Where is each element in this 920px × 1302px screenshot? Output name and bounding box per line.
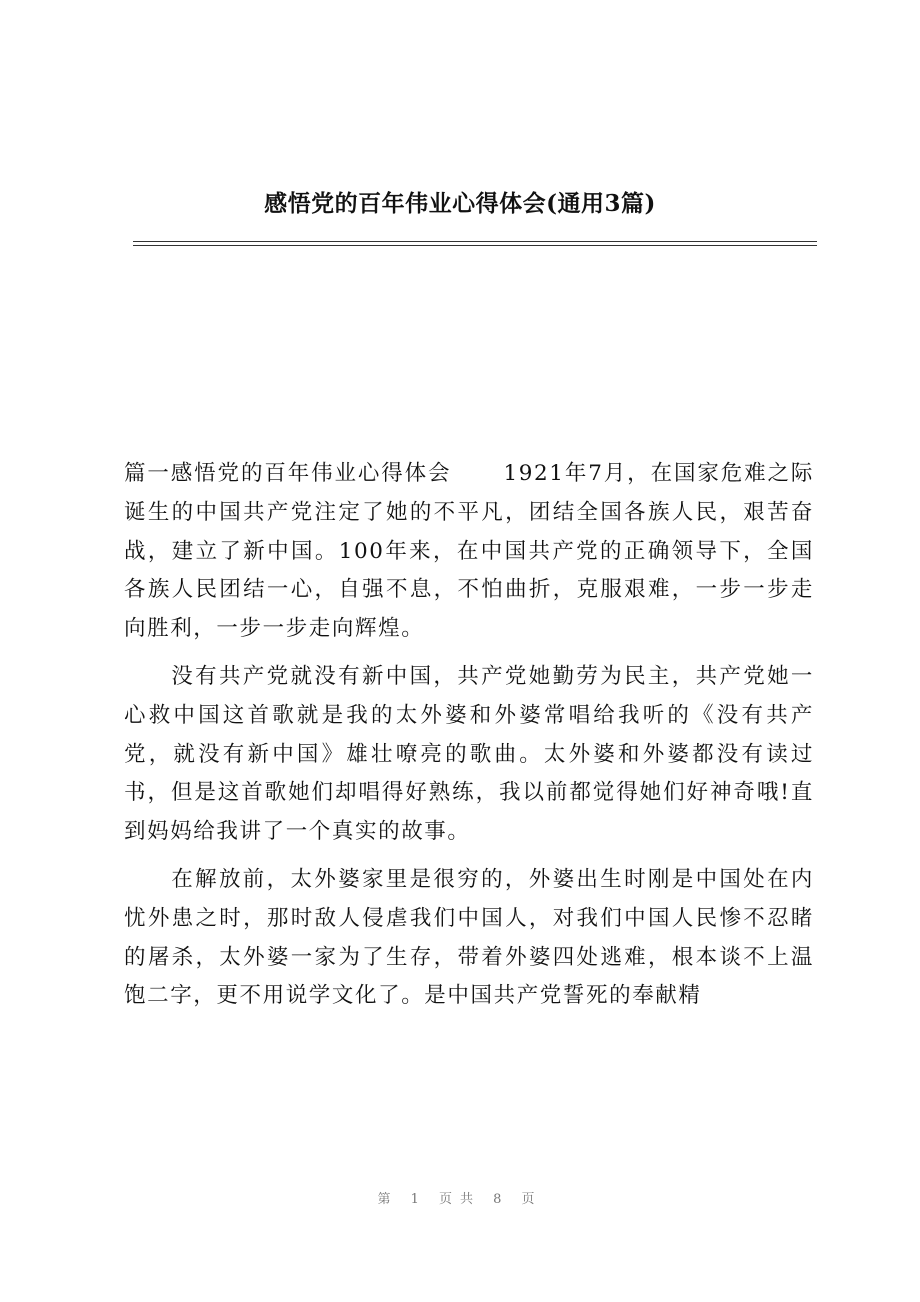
document-body	[124, 455, 814, 1025]
section-heading: 篇一感悟党的百年伟业心得体会	[124, 461, 452, 486]
page-title: 感悟党的百年伟业心得体会(通用3篇)	[264, 190, 656, 217]
paragraph-3: 在解放前，太外婆家里是很穷的，外婆出生时刚是中国处在内忧外患之时，那时敌人侵虐我们中国人，对我们中国人民惨不忍睹的屠杀，太外婆一家为了生存，带着外婆四处逃难，根本谈不上温饱二字，更不用说学文化了。是中国共产党誓死的奉献精	[124, 866, 814, 1009]
paragraph-2: 没有共产党就没有新中国，共产党她勤劳为民主，共产党她一心救中国这首歌就是我的太外婆和外婆常唱给我听的《没有共产党，就没有新中国》雄壮嘹亮的歌曲。太外婆和外婆都没有读过书，但是这首歌她们却唱得好熟练，我以前都觉得她们好神奇哦!直到妈妈给我讲了一个真实的故事。	[124, 663, 814, 845]
paragraph-1-text: 1921年7月，在国家危难之际诞生的中国共产党注定了她的不平凡，团结全国各族人民，艰苦奋战，建立了新中国。100年来，在中国共产党的正确领导下，全国各族人民团结一心，自强不息，不怕曲折，克服艰难，一步一步走向胜利，一步一步走向辉煌。	[124, 461, 814, 642]
page-footer: 第 1 页共 8 页	[377, 1192, 543, 1207]
paragraph-1	[124, 455, 814, 649]
title-double-rule	[133, 241, 817, 246]
